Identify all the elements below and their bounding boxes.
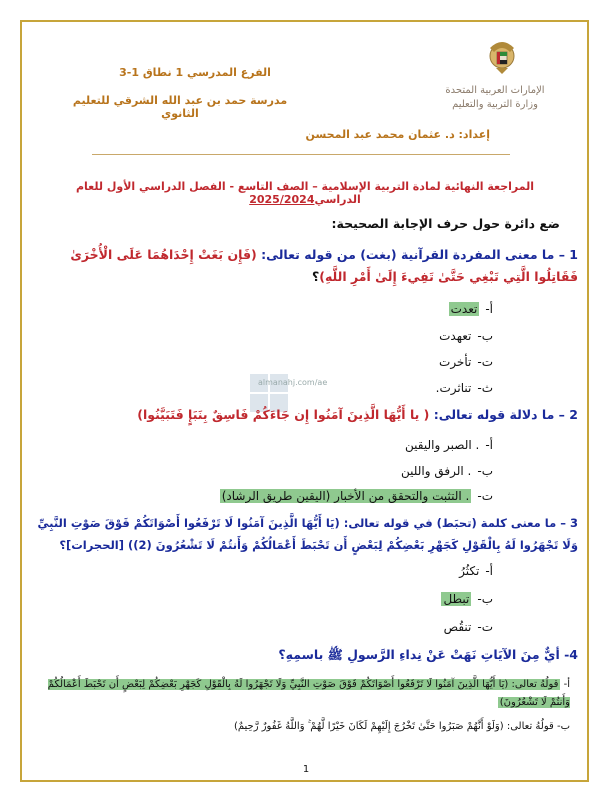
q1-option-a-text: تعدت [450, 302, 478, 316]
q1-option-c[interactable]: ت-تأخرت [439, 355, 493, 369]
q2-option-b-text: . الرفق واللين [401, 464, 472, 478]
school-name: مدرسة حمد بن عبد الله الشرقي للتعليم الثانوي [72, 94, 288, 120]
question-3-prefix: 3 – ما معنى كلمة (تحبَط) في قوله تعالى: [343, 516, 578, 530]
q1-option-b[interactable]: ب-تعهدت [439, 329, 493, 343]
question-1-suffix: ؟ [311, 269, 320, 284]
title-text: المراجعة النهائية لمادة التربية الإسلامية – الصف التاسع - الفصل الدراسي الأول للعام الدراسي [75, 180, 535, 206]
ministry-name [430, 84, 560, 112]
q3-option-b-text: تبطل [443, 592, 470, 606]
q1-option-a[interactable]: أ-تعدت [450, 302, 493, 316]
q4-option-b[interactable]: ب- قولُهُ تعالى: (وَلَوْ أَنَّهُمْ صَبَرُوا حَتَّىٰ تَخْرُجَ إِلَيْهِمْ لَكَانَ خَيْرًا لَّهُمْ ۚ وَاللَّهُ غَفُورٌ رَّحِيمٌ) [233, 721, 570, 732]
question-2-prefix: 2 – ما دلالة قوله تعالى: [433, 407, 578, 422]
q2-option-a[interactable]: أ-. الصبر واليقين [405, 438, 493, 452]
q3-option-a[interactable]: أ-تكثُرُ [459, 564, 493, 578]
question-1 [30, 244, 578, 288]
page-number: 1 [302, 764, 310, 775]
question-3 [30, 512, 578, 556]
q3-option-b[interactable]: ب-تبطل [443, 592, 493, 606]
q3-option-a-text: تكثُرُ [459, 564, 480, 578]
ministry-line1: الإمارات العربية المتحدة [445, 85, 545, 96]
q1-option-d-text: تناثرت. [435, 381, 472, 395]
question-2 [30, 404, 578, 426]
question-1-prefix: 1 – ما معنى المفردة القرآنية (بغت) من قوله تعالى: [261, 247, 578, 262]
q4-option-a[interactable]: أ- قولُهُ تعالى: (يَا أَيُّهَا الَّذِينَ آمَنُوا لَا تَرْفَعُوا أَصْوَاتَكُمْ فَوْقَ صَوْتِ النَّبِيِّ وَلَا تَجْهَرُوا لَهُ بِالْقَوْلِ كَجَهْرِ بَعْضِكُمْ لِبَعْضٍ أَن تَحْبَطَ أَعْمَالُكُمْ وَأَنتُمْ لَا تَشْعُرُونَ) [47, 679, 570, 708]
q2-option-b[interactable]: ب-. الرفق واللين [401, 464, 493, 478]
header-divider [92, 154, 510, 155]
q3-option-c[interactable]: ت-تنقُص [443, 620, 493, 634]
page-title [40, 180, 570, 206]
q4-option-b-text: قولُهُ تعالى: (وَلَوْ أَنَّهُمْ صَبَرُوا حَتَّىٰ تَخْرُجَ إِلَيْهِمْ لَكَانَ خَيْرًا لَّهُمْ ۚ وَاللَّهُ غَفُورٌ رَّحِيمٌ) [233, 721, 554, 732]
question-4-prefix: 4- أيٌّ مِنَ الآيَاتِ نَهَتْ عَنْ نِداءِ الرَّسولِ ﷺ باسمِهِ؟ [278, 647, 578, 662]
q3-option-c-text: تنقُص [443, 620, 472, 634]
question-3-verse: (يَا أَيُّهَا الَّذِينَ آمَنُوا لَا تَرْفَعُوا أَصْوَاتَكُمْ فَوْقَ صَوْتِ النَّبِيِّ وَلَا تَجْهَرُوا لَهُ بِالْقَوْلِ كَجَهْرِ بَعْضِكُمْ لِبَعْضٍ أَن تَحْبَطَ أَعْمَالُكُمْ وَأَنتُمْ لَا تَشْعُرُونَ (2)) [الحجرات]؟ [37, 516, 578, 552]
ministry-line2: وزارة التربية والتعليم [452, 99, 538, 110]
instruction: ضع دائرة حول حرف الإجابة الصحيحة: [331, 216, 560, 231]
q2-option-c-text: . التثبت والتحقق من الأخبار (اليقين طريق الرشاد) [221, 489, 470, 503]
q2-option-a-text: . الصبر واليقين [405, 438, 480, 452]
question-4 [30, 644, 578, 666]
question-1-verse: (فَإِن بَغَتْ إِحْدَاهُمَا عَلَى الْأُخْرَىٰ فَقَاتِلُوا الَّتِي تَبْغِي حَتَّىٰ تَفِيءَ إِلَىٰ أَمْرِ اللَّهِ) [70, 247, 578, 284]
question-2-verse: ( يا أَيُّهَا الَّذِينَ آمَنُوا إِن جَاءَكُمْ فَاسِقٌ بِنَبَإٍ فَتَبَيَّنُوا) [137, 407, 430, 422]
uae-emblem-icon [482, 34, 522, 78]
q1-option-d[interactable]: ث-تناثرت. [435, 381, 493, 395]
q2-option-c[interactable]: ت-. التثبت والتحقق من الأخبار (اليقين طريق الرشاد) [221, 489, 493, 503]
q1-option-c-text: تأخرت [439, 355, 472, 369]
prepared-by: إعداد: د. عثمان محمد عبد المحسن [305, 128, 490, 141]
title-year: 2025/2024 [249, 193, 315, 206]
q1-option-b-text: تعهدت [439, 329, 472, 343]
school-branch: الفرع المدرسي 1 نطاق 1-3 [119, 66, 271, 79]
watermark-text: almanahj.com/ae [258, 378, 328, 387]
q4-option-a-text: قولُهُ تعالى: (يَا أَيُّهَا الَّذِينَ آمَنُوا لَا تَرْفَعُوا أَصْوَاتَكُمْ فَوْقَ صَوْتِ النَّبِيِّ وَلَا تَجْهَرُوا لَهُ بِالْقَوْلِ كَجَهْرِ بَعْضِكُمْ لِبَعْضٍ أَن تَحْبَطَ أَعْمَالُكُمْ وَأَنتُمْ لَا تَشْعُرُونَ) [47, 679, 570, 708]
